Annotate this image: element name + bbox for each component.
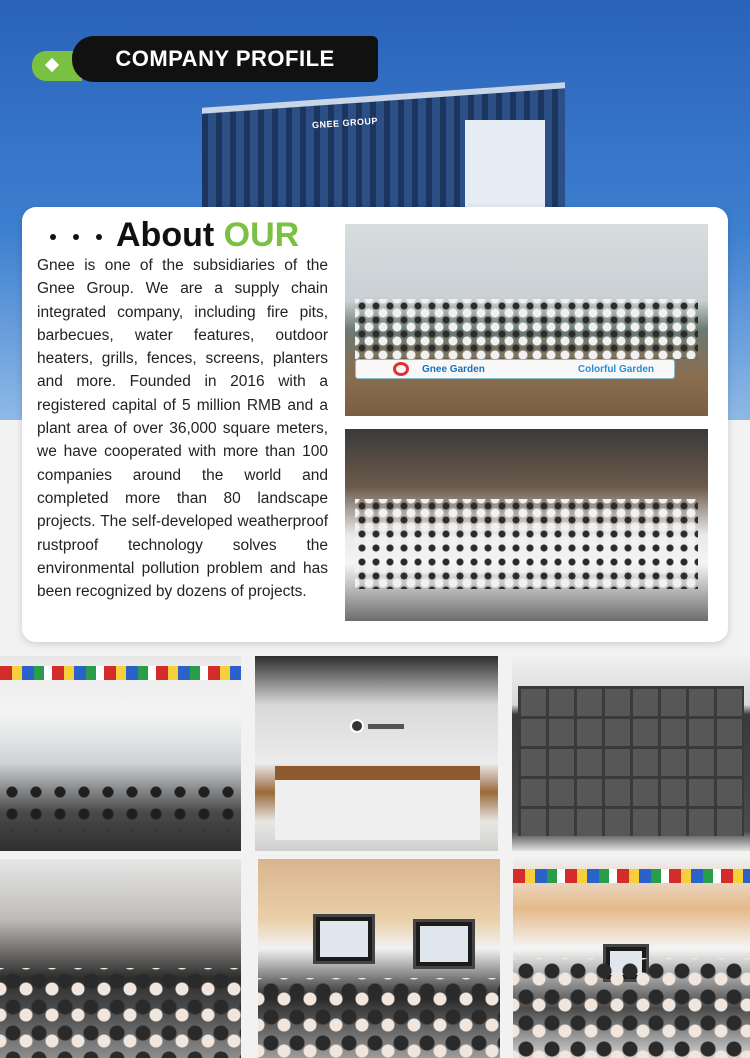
crowd-figure	[355, 499, 698, 589]
logo-mark-icon	[350, 719, 364, 733]
dot	[73, 234, 79, 240]
open-office-photo	[513, 859, 750, 1058]
banner-slogan: Colorful Garden	[577, 363, 654, 375]
monitor-icon	[413, 919, 475, 969]
staff-figure	[258, 978, 500, 1058]
reception-desk	[275, 766, 480, 840]
team-indoor-photo	[345, 429, 708, 621]
sales-team-photo	[258, 859, 500, 1058]
ellipsis-dots-icon	[50, 222, 102, 252]
dot	[96, 234, 102, 240]
about-heading-main: About	[116, 216, 215, 254]
badge-bar	[72, 36, 378, 82]
display-shelf	[518, 686, 744, 836]
staff-figure	[513, 958, 750, 1058]
audience-figure	[0, 968, 241, 1058]
flags-decoration	[513, 869, 750, 883]
company-profile-badge	[32, 36, 378, 84]
building-tower	[465, 120, 545, 210]
product-showroom-photo	[512, 656, 750, 851]
brand-logo-icon	[393, 362, 409, 376]
flags-decoration	[0, 666, 241, 680]
office-workspace-photo	[0, 656, 241, 851]
about-body-text: Gnee is one of the subsidiaries of the Gnee Group. We are a supply chain integrated company, including fire pits, barbecues, water features, outdoor heaters, grills, fences, screens, planters and more. Founded in 2016 with a registered capital of 5 million RMB and a plant area of over 36,000 square meters, we have cooperated with more than 100 companies around the world and completed more than 80 landscape projects. The self-developed weatherproof rustproof technology solves the environmental pollution problem and has been recognized by dozens of projects.	[37, 257, 328, 601]
about-heading-accent: OUR	[223, 216, 300, 254]
building-sign: GNEE GROUP	[311, 115, 379, 131]
monitor-icon	[313, 914, 375, 964]
reception-lobby-photo	[255, 656, 498, 851]
logo-wordmark	[368, 724, 404, 729]
dot	[50, 234, 56, 240]
reception-logo	[350, 716, 410, 736]
team-outdoor-photo	[345, 224, 708, 416]
page-title: COMPANY PROFILE	[115, 46, 335, 71]
about-heading	[116, 213, 299, 257]
banner-brand: Gnee Garden	[422, 363, 485, 375]
desks-figure	[0, 781, 241, 831]
crowd-figure	[355, 299, 698, 359]
diamond-icon	[45, 58, 59, 72]
training-session-photo	[0, 859, 241, 1058]
